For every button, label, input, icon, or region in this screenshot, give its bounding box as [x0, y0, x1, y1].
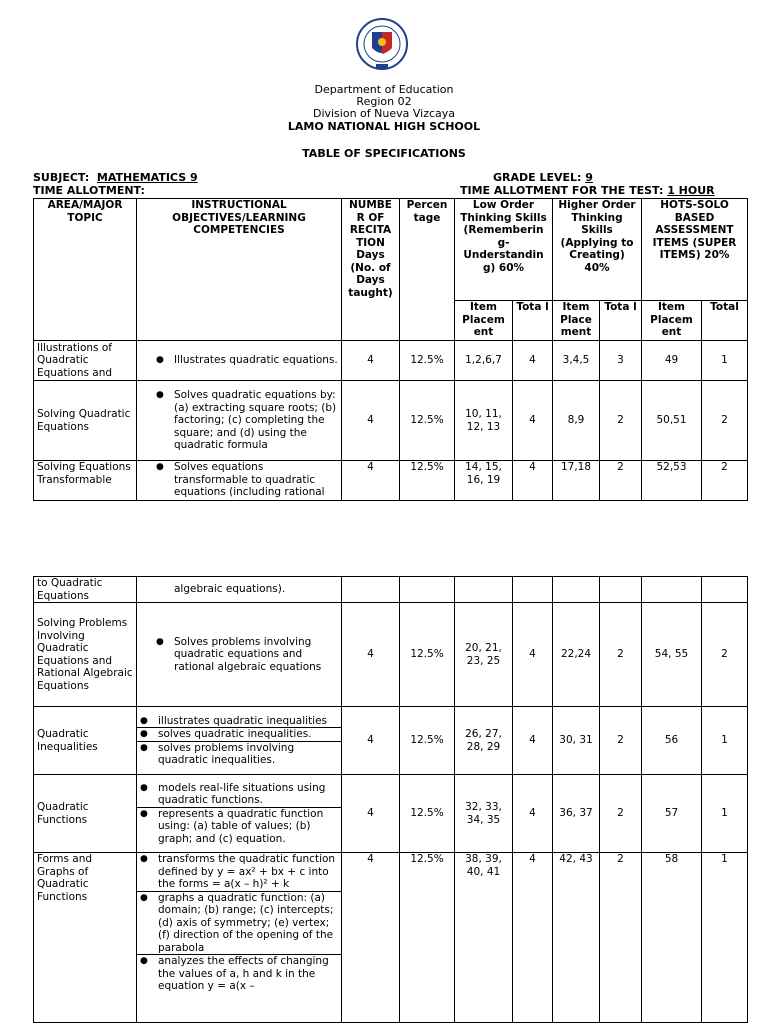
subject-value: MATHEMATICS 9	[96, 171, 198, 184]
percentage-cell: 12.5%	[400, 381, 455, 461]
objective-text: Illustrates quadratic equations.	[174, 354, 338, 367]
topic-cell: to Quadratic Equations	[34, 577, 137, 603]
percentage-cell: 12.5%	[400, 853, 455, 1023]
days-cell: 4	[342, 603, 400, 707]
high-items-cell: 3,4,5	[553, 341, 600, 381]
objective-text: illustrates quadratic inequalities	[158, 714, 328, 727]
high-total-cell: 2	[600, 853, 642, 1023]
col-high-item: Item Place ment	[553, 301, 600, 341]
col-hots-item: Item Placem ent	[642, 301, 702, 341]
time-allotment-label: TIME ALLOTMENT:	[33, 184, 145, 197]
percentage-cell: 12.5%	[400, 461, 455, 501]
col-low-item: Item Placem ent	[455, 301, 513, 341]
col-days: NUMBE R OF RECITA TION Days (No. of Days taught)	[342, 199, 400, 341]
objective-item	[140, 636, 338, 674]
objective-item	[137, 853, 341, 892]
division-name: Division of Nueva Vizcaya	[312, 107, 456, 120]
hots-items-cell: 49	[642, 341, 702, 381]
low-items-cell: 26, 27, 28, 29	[455, 707, 513, 775]
objective-text: graphs a quadratic function: (a) domain; (b) range; (c) intercepts; (d) axis of symmetry; (e) vertex; (f) direction of the opening of the parabola	[158, 891, 334, 954]
low-items-cell	[455, 577, 513, 603]
objective-text: represents a quadratic function using: (a) table of values; (b) graph; and (c) equation.	[158, 807, 324, 845]
bullet-icon: ●	[140, 854, 148, 864]
low-items-cell: 1,2,6,7	[455, 341, 513, 381]
test-time-line	[460, 185, 715, 197]
table-row	[34, 707, 748, 775]
days-cell: 4	[342, 381, 400, 461]
low-total-cell: 4	[513, 775, 553, 853]
percentage-cell: 12.5%	[400, 603, 455, 707]
bullet-icon: ●	[140, 715, 148, 726]
low-items-cell: 14, 15, 16, 19	[455, 461, 513, 501]
days-cell: 4	[342, 707, 400, 775]
specifications-table-continued	[33, 576, 748, 1023]
bullet-icon: ●	[156, 462, 164, 472]
objective-item	[137, 728, 341, 742]
specifications-table	[33, 198, 748, 501]
bullet-icon: ●	[140, 956, 148, 966]
topic-cell: Quadratic Inequalities	[34, 707, 137, 775]
objective-item	[140, 583, 338, 596]
objective-text: models real-life situations using quadratic functions.	[158, 781, 326, 807]
table-row	[34, 577, 748, 603]
objectives-cell	[137, 461, 342, 501]
test-time-label: TIME ALLOTMENT FOR THE TEST:	[460, 184, 664, 197]
objective-item	[137, 892, 341, 956]
objective-item	[140, 389, 338, 452]
document-title: TABLE OF SPECIFICATIONS	[302, 147, 466, 160]
col-higher-order: Higher Order Thinking Skills (Applying to Creating) 40%	[553, 199, 642, 301]
high-total-cell: 2	[600, 603, 642, 707]
hots-items-cell: 58	[642, 853, 702, 1023]
col-low-total: Tota l	[513, 301, 553, 341]
school-name: LAMO NATIONAL HIGH SCHOOL	[287, 120, 481, 133]
grade-label: GRADE LEVEL:	[493, 171, 582, 184]
objective-text: Solves equations transformable to quadratic equations (including rational	[174, 461, 325, 498]
percentage-cell: 12.5%	[400, 707, 455, 775]
high-items-cell: 8,9	[553, 381, 600, 461]
test-time-value: 1 HOUR	[667, 184, 715, 197]
bullet-icon: ●	[156, 390, 164, 401]
low-total-cell	[513, 577, 553, 603]
topic-cell: Illustrations of Quadratic Equations and	[34, 341, 137, 381]
bullet-icon: ●	[140, 892, 148, 903]
hots-total-cell: 2	[702, 603, 748, 707]
col-high-total: Tota l	[600, 301, 642, 341]
objectives-cell	[137, 775, 342, 853]
hots-items-cell: 52,53	[642, 461, 702, 501]
high-items-cell: 30, 31	[553, 707, 600, 775]
table-row	[34, 381, 748, 461]
table-row	[34, 461, 748, 501]
objective-item	[140, 354, 338, 367]
objectives-cell	[137, 577, 342, 603]
percentage-cell: 12.5%	[400, 341, 455, 381]
low-items-cell: 38, 39, 40, 41	[455, 853, 513, 1023]
high-total-cell: 3	[600, 341, 642, 381]
col-hots-total: Total	[702, 301, 748, 341]
hots-total-cell: 1	[702, 853, 748, 1023]
hots-items-cell: 54, 55	[642, 603, 702, 707]
high-total-cell: 2	[600, 775, 642, 853]
objective-text: algebraic equations).	[174, 583, 286, 596]
hots-total-cell: 2	[702, 381, 748, 461]
low-items-cell: 20, 21, 23, 25	[455, 603, 513, 707]
table-row	[34, 603, 748, 707]
objectives-cell	[137, 853, 342, 1023]
bullet-icon: ●	[140, 808, 148, 819]
objectives-cell	[137, 707, 342, 775]
col-hots: HOTS-SOLO BASED ASSESSMENT ITEMS (SUPER ITEMS) 20%	[642, 199, 748, 301]
hots-total-cell: 1	[702, 775, 748, 853]
deped-seal-logo	[356, 18, 408, 76]
high-total-cell: 2	[600, 707, 642, 775]
dept-name: Department of Education	[314, 83, 454, 96]
topic-cell: Solving Equations Transformable	[34, 461, 137, 501]
objective-item	[140, 461, 338, 499]
topic-cell: Forms and Graphs of Quadratic Functions	[34, 853, 137, 1023]
days-cell: 4	[342, 341, 400, 381]
objective-item	[137, 782, 341, 808]
objective-item	[137, 715, 341, 729]
high-items-cell: 42, 43	[553, 853, 600, 1023]
grade-line	[493, 172, 593, 184]
low-total-cell: 4	[513, 707, 553, 775]
low-items-cell: 32, 33, 34, 35	[455, 775, 513, 853]
objective-item	[137, 808, 341, 846]
table-row	[34, 775, 748, 853]
bullet-icon: ●	[156, 636, 164, 647]
objective-text: analyzes the effects of changing the values of a, h and k in the equation y = a(x –	[158, 955, 329, 992]
topic-cell: Solving Quadratic Equations	[34, 381, 137, 461]
objective-item	[137, 955, 341, 993]
high-total-cell	[600, 577, 642, 603]
objective-item	[137, 742, 341, 767]
time-allotment-line	[33, 185, 229, 197]
objective-text: solves quadratic inequalities.	[158, 728, 312, 740]
objective-text: transforms the quadratic function defined by y = ax² + bx + c into the forms = a(x – h)² + k	[158, 853, 336, 890]
percentage-cell	[400, 577, 455, 603]
table-row	[34, 853, 748, 1023]
high-total-cell: 2	[600, 381, 642, 461]
objective-text: Solves quadratic equations by: (a) extracting square roots; (b) factoring; (c) completing the square; and (d) using the quadratic formula	[174, 389, 337, 452]
low-total-cell: 4	[513, 381, 553, 461]
objectives-cell	[137, 603, 342, 707]
bullet-icon: ●	[140, 782, 148, 793]
hots-items-cell	[642, 577, 702, 603]
hots-total-cell: 1	[702, 707, 748, 775]
bullet-icon	[156, 583, 174, 596]
days-cell: 4	[342, 853, 400, 1023]
bullet-icon: ●	[140, 729, 148, 739]
col-area: AREA/MAJOR TOPIC	[34, 199, 137, 341]
col-percentage: Percen tage	[400, 199, 455, 341]
region-name: Region 02	[356, 95, 412, 108]
low-total-cell: 4	[513, 341, 553, 381]
high-total-cell: 2	[600, 461, 642, 501]
col-low-order: Low Order Thinking Skills (Rememberin g- Understandin g) 60%	[455, 199, 553, 301]
objectives-cell	[137, 341, 342, 381]
hots-total-cell: 2	[702, 461, 748, 501]
objective-text: solves problems involving quadratic inequalities.	[158, 741, 295, 766]
hots-items-cell: 50,51	[642, 381, 702, 461]
days-cell: 4	[342, 775, 400, 853]
high-items-cell: 17,18	[553, 461, 600, 501]
low-total-cell: 4	[513, 461, 553, 501]
days-cell	[342, 577, 400, 603]
objectives-cell	[137, 381, 342, 461]
hots-items-cell: 56	[642, 707, 702, 775]
low-total-cell: 4	[513, 603, 553, 707]
table-row	[34, 341, 748, 381]
subject-label: SUBJECT:	[33, 171, 90, 184]
days-cell: 4	[342, 461, 400, 501]
hots-items-cell: 57	[642, 775, 702, 853]
col-objectives: INSTRUCTIONAL OBJECTIVES/LEARNING COMPETENCIES	[137, 199, 342, 341]
low-total-cell: 4	[513, 853, 553, 1023]
grade-value: 9	[585, 171, 593, 184]
subject-line	[33, 172, 198, 184]
topic-cell: Quadratic Functions	[34, 775, 137, 853]
low-items-cell: 10, 11, 12, 13	[455, 381, 513, 461]
high-items-cell: 22,24	[553, 603, 600, 707]
objective-text: Solves problems involving quadratic equations and rational algebraic equations	[174, 635, 322, 673]
hots-total-cell	[702, 577, 748, 603]
bullet-icon: ●	[156, 355, 164, 366]
high-items-cell: 36, 37	[553, 775, 600, 853]
hots-total-cell: 1	[702, 341, 748, 381]
topic-cell: Solving Problems Involving Quadratic Equations and Rational Algebraic Equations	[34, 603, 137, 707]
bullet-icon: ●	[140, 742, 148, 753]
percentage-cell: 12.5%	[400, 775, 455, 853]
high-items-cell	[553, 577, 600, 603]
